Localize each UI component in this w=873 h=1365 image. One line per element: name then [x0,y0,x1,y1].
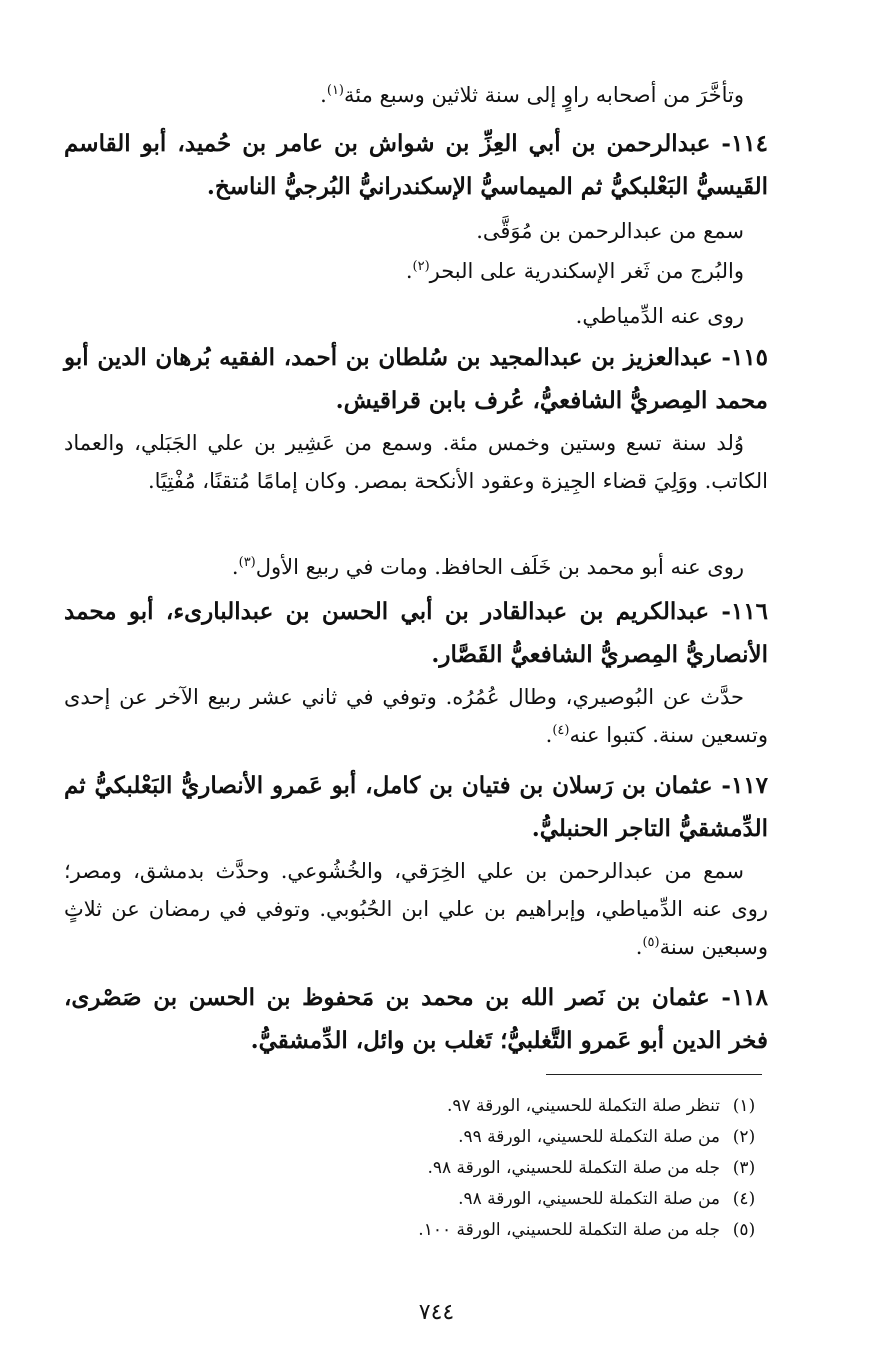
paragraph-text [64,252,768,290]
paragraph-text: وتأخَّرَ من أصحابه راوٍ إلى سنة ثلاثين وسبع مئة [344,83,744,107]
footnote-ref-3: (٣) [238,555,256,570]
paragraph-text: والبُرج من ثَغر الإسكندرية على البحر [429,259,744,283]
paragraph-text: سمع من عبدالرحمن بن مُوَقَّى. [476,219,744,243]
footnote-number: (١) [732,1095,756,1116]
entry-heading-114: ١١٤- عبدالرحمن بن أبي العِزِّ بن شواش بن عامر بن حُميد، أبو القاسم القَيسيُّ البَعْلبكيُّ ثم الميماسيُّ الإسكندرانيُّ البُرجيُّ الناسخ. [64,130,768,200]
paragraph-text [64,678,768,754]
footnote-item [64,1090,768,1121]
entry-heading-116: ١١٦- عبدالكريم بن عبدالقادر بن أبي الحسن بن عبدالبارىء، أبو محمد الأنصاريُّ المِصريُّ الشافعيُّ القَصَّار. [64,598,768,668]
footnote-ref-4: (٤) [552,723,570,738]
footnotes [64,1090,768,1245]
paragraph-text: روى عنه الدِّمياطي. [575,304,744,328]
entry-heading-115: ١١٥- عبدالعزيز بن عبدالمجيد بن سُلطان بن أحمد، الفقيه بُرهان الدين أبو محمد المِصريُّ الشافعيُّ، عُرف بابن قراقيش. [64,344,768,414]
footnote-item [64,1121,768,1152]
paragraph-text: وُلد سنة تسع وستين وخمس مئة. وسمع من عَشِير بن علي الجَبَلي، والعماد الكاتب. ووَلِيَ قضاء الجِيزة وعقود الأنكحة بمصر. وكان إمامًا مُتقنًا، مُفْتِيًا. [64,431,768,493]
footnote-ref-2: (٢) [412,259,430,274]
footnote-number: (٤) [732,1188,756,1209]
footnote-divider [546,1074,762,1075]
paragraph-text: سمع من عبدالرحمن بن علي الخِرَقي، والخُشُوعي. وحدَّث بدمشق، ومصر؛ روى عنه الدِّمياطي، وإبراهيم بن علي ابن الحُبُوبي. وتوفي في رمضان عن ثلاثٍ وسبعين سنة [64,859,768,959]
paragraph-continuation [64,76,768,114]
paragraph-tail: . [405,259,413,283]
paragraph-text [64,852,768,966]
footnote-ref-5: (٥) [642,935,660,950]
footnote-text: من صلة التكملة للحسيني، الورقة ٩٨. [458,1188,720,1209]
paragraph-text: روى عنه أبو محمد بن خَلَف الحافظ. ومات في ربيع الأول [255,555,744,579]
paragraph-tail: . [320,83,327,107]
footnote-text: من صلة التكملة للحسيني، الورقة ٩٩. [458,1126,720,1147]
footnote-number: (٣) [732,1157,756,1178]
paragraph-text [64,548,768,586]
paragraph-text: حدَّث عن البُوصيري، وطال عُمُرُه. وتوفي في ثاني عشر ربيع الآخر عن إحدى وتسعين سنة. كتبوا عنه [64,685,768,747]
footnote-item [64,1152,768,1183]
footnote-number: (٥) [732,1219,756,1240]
footnote-text: تنظر صلة التكملة للحسيني، الورقة ٩٧. [446,1095,720,1116]
paragraph-tail: . [231,555,239,579]
footnote-item [64,1183,768,1214]
entry-heading-117: ١١٧- عثمان بن رَسلان بن فتيان بن كامل، أبو عَمرو الأنصاريُّ البَعْلبكيُّ ثم الدِّمشقيُّ التاجر الحنبليُّ. [64,772,768,842]
footnote-text: جله من صلة التكملة للحسيني، الورقة ١٠٠. [418,1219,720,1240]
footnote-item [64,1214,768,1245]
paragraph-tail: . [635,935,643,959]
paragraph-tail: . [545,723,553,747]
footnote-text: جله من صلة التكملة للحسيني، الورقة ٩٨. [427,1157,720,1178]
footnote-number: (٢) [732,1126,756,1147]
entry-heading-118: ١١٨- عثمان بن نَصر الله بن محمد بن مَحفوظ بن الحسن بن صَصْرى، فخر الدين أبو عَمرو التَّغلبيُّ؛ تَغلب بن وائل، الدِّمشقيُّ. [64,984,768,1054]
footnote-ref-1: (١) [326,83,344,98]
page-number: ٧٤٤ [418,1300,455,1325]
